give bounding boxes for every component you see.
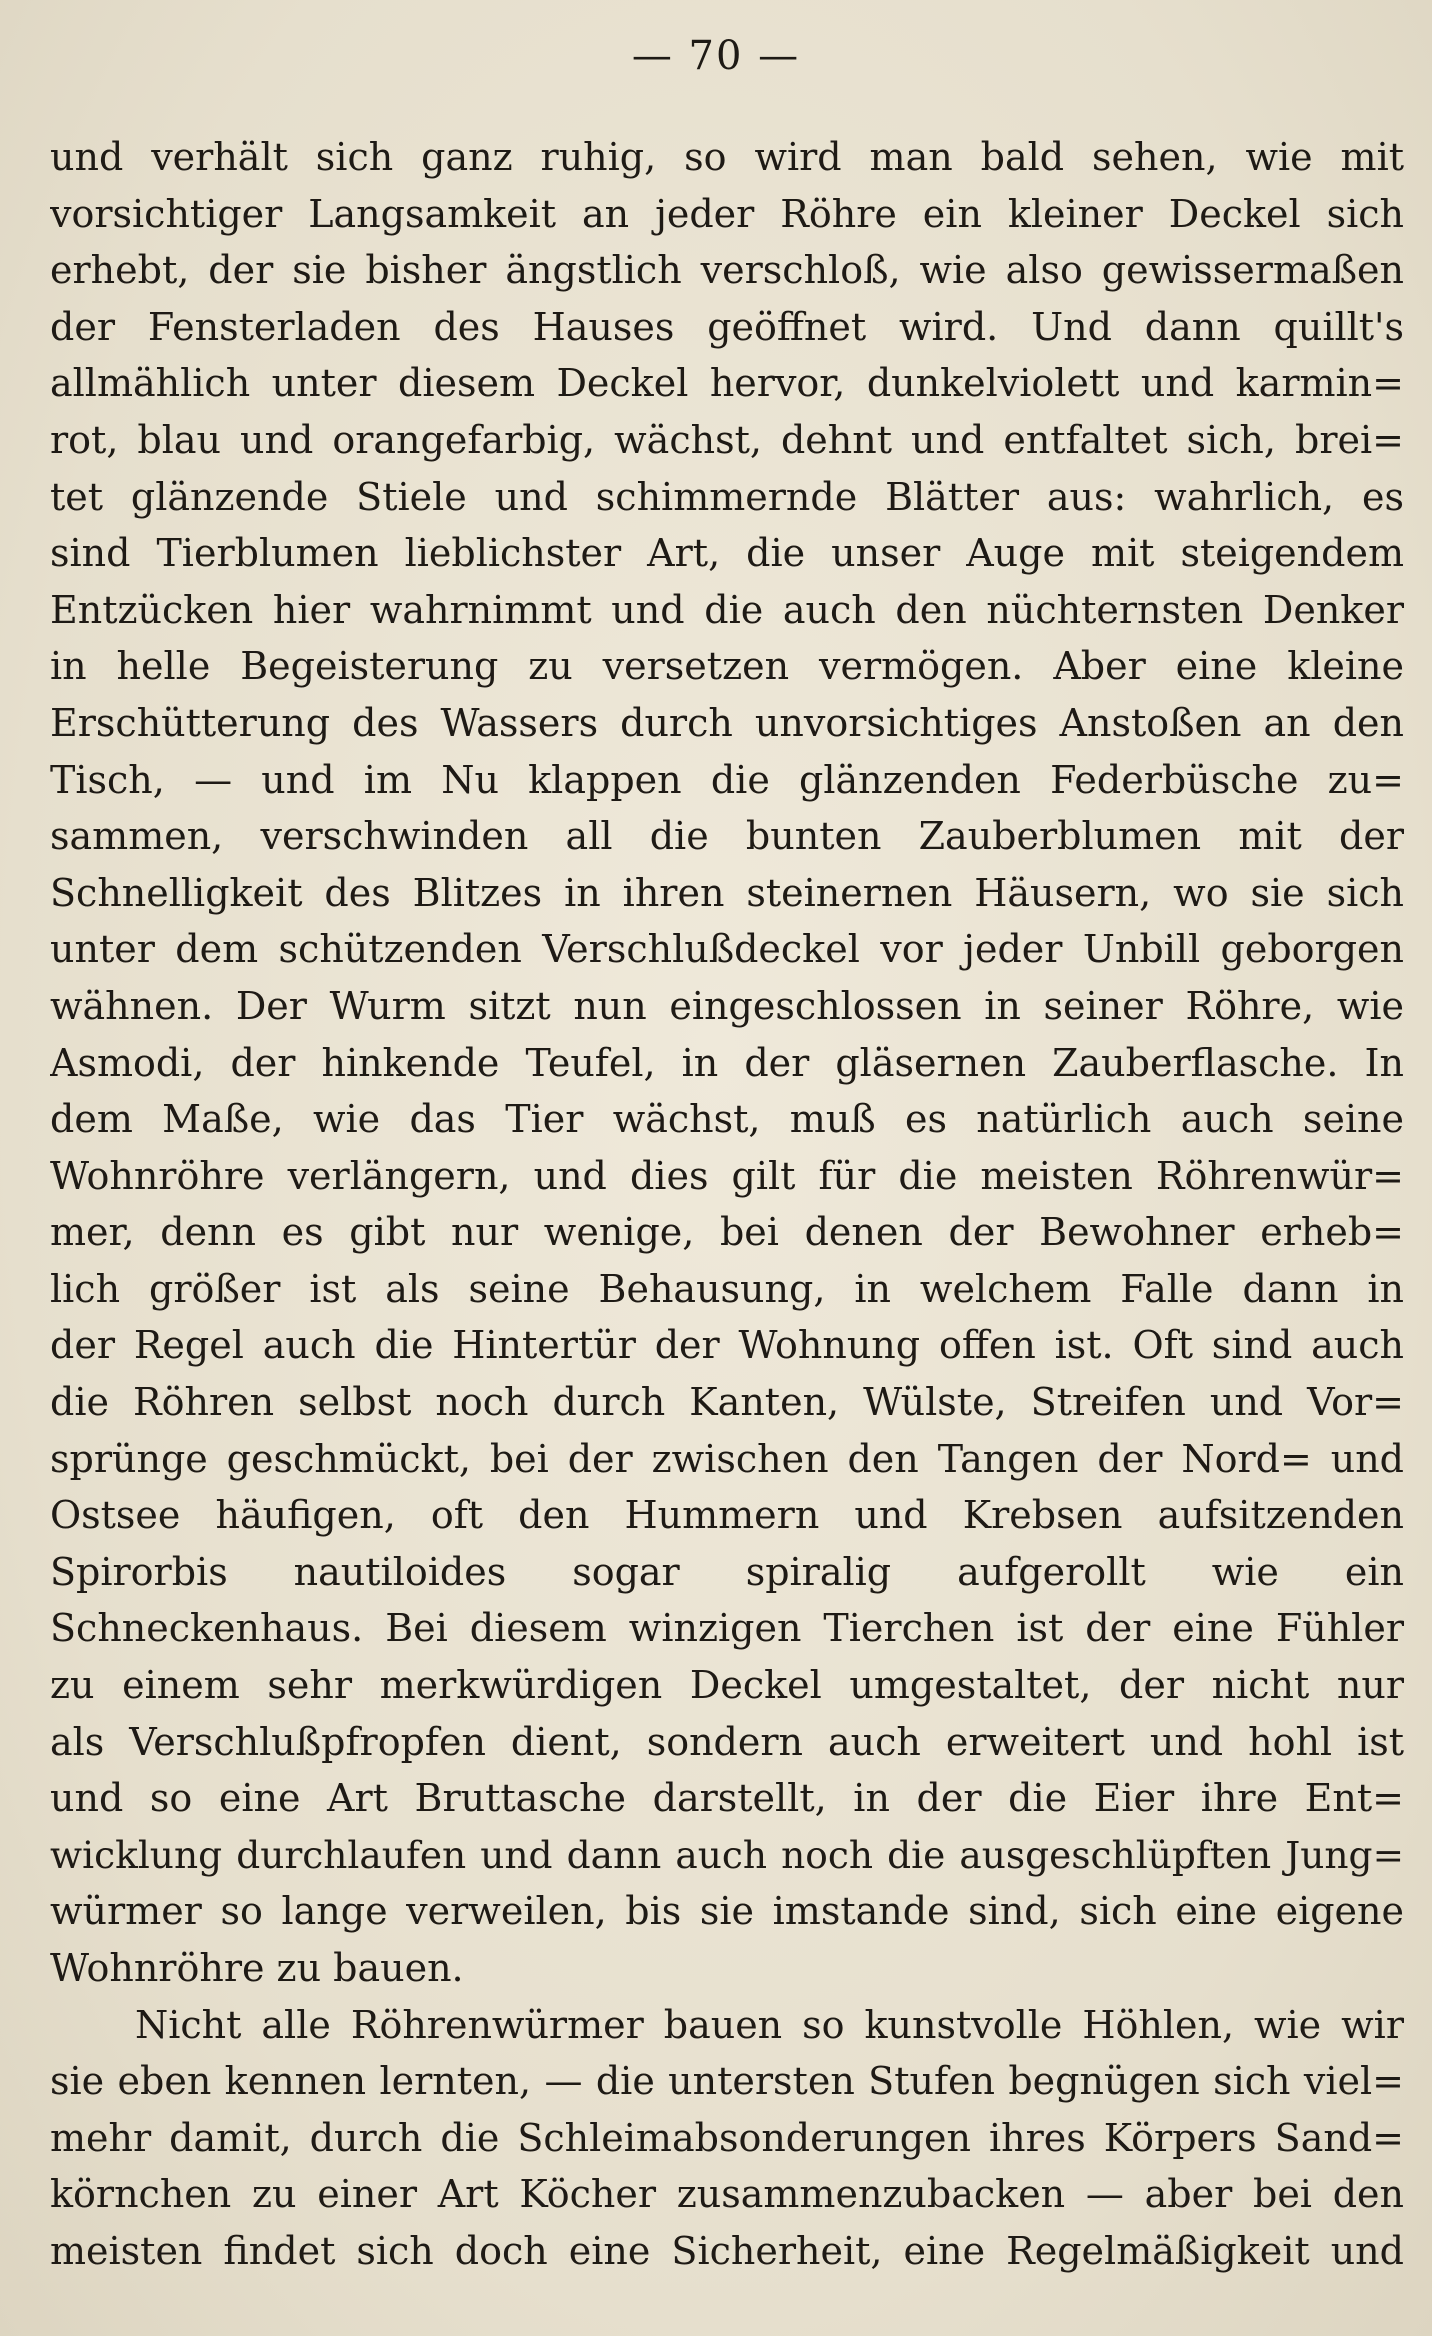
page-number: — 70 —: [631, 33, 801, 79]
text-line: zu einem sehr merkwürdigen Deckel umgestaltet, der nicht nur: [50, 1663, 1404, 1708]
text-line: Entzücken hier wahrnimmt und die auch den nüchternsten Denker: [50, 587, 1404, 632]
text-line: Asmodi, der hinkende Teufel, in der gläsernen Zauberflasche. In: [50, 1040, 1404, 1085]
paragraph-start-line: Nicht alle Röhrenwürmer bauen so kunstvolle Höhlen, wie wir: [135, 2002, 1404, 2047]
text-line: der Fensterladen des Hauses geöffnet wird. Und dann quillt's: [50, 304, 1404, 349]
text-line: Schnelligkeit des Blitzes in ihren steinernen Häusern, wo sie sich: [50, 870, 1404, 915]
body-text: [50, 129, 1404, 2280]
text-line: als Verschlußpfropfen dient, sondern auch erweitert und hohl ist: [50, 1719, 1404, 1764]
text-line: sammen, verschwinden all die bunten Zauberblumen mit der: [50, 814, 1404, 859]
text-line: wähnen. Der Wurm sitzt nun eingeschlossen in seiner Röhre, wie: [50, 983, 1404, 1028]
text-line: vorsichtiger Langsamkeit an jeder Röhre ein kleiner Deckel sich: [50, 191, 1404, 236]
text-line: in helle Begeisterung zu versetzen vermögen. Aber eine kleine: [50, 644, 1404, 689]
text-line: Schneckenhaus. Bei diesem winzigen Tierchen ist der eine Fühler: [50, 1606, 1404, 1651]
text-line: sind Tierblumen lieblichster Art, die unser Auge mit steigendem: [50, 531, 1404, 576]
text-line: mer, denn es gibt nur wenige, bei denen der Bewohner erheb=: [50, 1210, 1404, 1255]
text-line: Ostsee häufigen, oft den Hummern und Krebsen aufsitzenden: [50, 1493, 1404, 1538]
text-line: körnchen zu einer Art Köcher zusammenzubacken — aber bei den: [50, 2172, 1404, 2217]
text-line: Wohnröhre verlängern, und dies gilt für die meisten Röhrenwür=: [50, 1153, 1404, 1198]
text-line: rot, blau und orangefarbig, wächst, dehnt und entfaltet sich, brei=: [50, 417, 1404, 462]
text-line: allmählich unter diesem Deckel hervor, dunkelviolett und karmin=: [50, 361, 1404, 406]
text-line: unter dem schützenden Verschlußdeckel vor jeder Unbill geborgen: [50, 927, 1404, 972]
text-line: dem Maße, wie das Tier wächst, muß es natürlich auch seine: [50, 1097, 1404, 1142]
text-line: würmer so lange verweilen, bis sie imstande sind, sich eine eigene: [50, 1889, 1404, 1934]
text-line: die Röhren selbst noch durch Kanten, Wülste, Streifen und Vor=: [50, 1380, 1404, 1425]
text-line: der Regel auch die Hintertür der Wohnung offen ist. Oft sind auch: [50, 1323, 1404, 1368]
text-line: lich größer ist als seine Behausung, in welchem Falle dann in: [50, 1266, 1404, 1311]
text-line: mehr damit, durch die Schleimabsonderungen ihres Körpers Sand=: [50, 2115, 1404, 2160]
text-line: Erschütterung des Wassers durch unvorsichtiges Anstoßen an den: [50, 700, 1404, 745]
text-line: Tisch, — und im Nu klappen die glänzenden Federbüsche zu=: [50, 757, 1404, 802]
text-line: und so eine Art Bruttasche darstellt, in der die Eier ihre Ent=: [50, 1776, 1404, 1821]
paragraph-end-line: Wohnröhre zu bauen.: [50, 1946, 464, 1990]
text-line: und verhält sich ganz ruhig, so wird man bald sehen, wie mit: [50, 135, 1404, 179]
text-line: tet glänzende Stiele und schimmernde Blätter aus: wahrlich, es: [50, 474, 1404, 519]
text-line: sie eben kennen lernten, — die untersten Stufen begnügen sich viel=: [50, 2059, 1404, 2104]
text-line: wicklung durchlaufen und dann auch noch die ausgeschlüpften Jung=: [50, 1832, 1404, 1877]
text-line: erhebt, der sie bisher ängstlich verschloß, wie also gewissermaßen: [50, 248, 1404, 293]
text-line: sprünge geschmückt, bei der zwischen den Tangen der Nord= und: [50, 1436, 1404, 1481]
text-line: meisten findet sich doch eine Sicherheit, eine Regelmäßigkeit und: [50, 2228, 1404, 2273]
text-line-spirorbis: Spirorbis nautiloides sogar spiralig aufgerollt wie ein: [50, 1549, 1404, 1594]
